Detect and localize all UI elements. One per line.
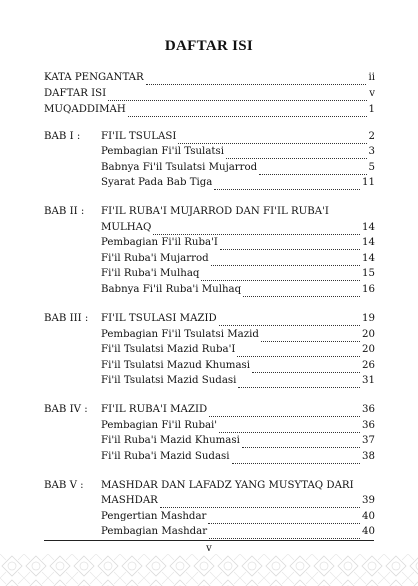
toc-entry-page: 19 — [362, 313, 375, 324]
toc-chapter-title[interactable] — [101, 403, 375, 417]
chapter-label: BAB III : — [44, 313, 89, 324]
toc-entry-page: 38 — [362, 451, 375, 462]
chapter-label: BAB V : — [44, 480, 84, 491]
toc-entry-kata-pengantar[interactable] — [44, 71, 375, 85]
toc-entry-text: Pembagian Fi'il Rubai' — [101, 420, 218, 431]
toc-entry-text: Pengertian Mashdar — [101, 511, 207, 522]
toc-entry-page: 36 — [362, 404, 375, 415]
toc-chapter-title[interactable] — [101, 312, 375, 326]
dot-leader — [242, 437, 360, 448]
toc-entry[interactable] — [101, 434, 375, 448]
dot-leader — [252, 362, 360, 373]
toc-entry-text: Pembagian Mashdar — [101, 526, 208, 537]
toc-entry-text: MUQADDIMAH — [44, 104, 126, 115]
page-number: v — [206, 543, 212, 554]
decorative-pattern — [0, 554, 418, 586]
toc-entry[interactable] — [101, 359, 375, 373]
toc-entry-page: 3 — [368, 146, 375, 157]
toc-entry-page: 31 — [362, 375, 375, 386]
toc-entry[interactable] — [101, 450, 375, 464]
toc-chapter-title[interactable] — [101, 130, 375, 144]
toc-entry-text: KATA PENGANTAR — [44, 72, 144, 83]
dot-leader — [128, 106, 367, 117]
toc-chapter-title[interactable] — [101, 221, 375, 235]
dot-leader — [237, 346, 360, 357]
toc-entry-text: Babnya Fi'il Tsulatsi Mujarrod — [101, 162, 258, 173]
toc-entry-page: 14 — [362, 222, 375, 233]
toc-entry[interactable] — [101, 267, 375, 281]
toc-chapter-title-line1: FI'IL RUBA'I MUJARROD DAN FI'IL RUBA'I — [101, 206, 329, 217]
toc-entry-page: 11 — [362, 177, 375, 188]
toc-entry-page: 15 — [362, 268, 375, 279]
toc-entry-page: 5 — [368, 162, 375, 173]
toc-entry-daftar-isi[interactable] — [44, 87, 375, 101]
toc-entry-text: MULHAQ — [101, 222, 152, 233]
dot-leader — [226, 148, 367, 159]
footer-rule — [44, 540, 374, 541]
toc-entry-page: 20 — [362, 329, 375, 340]
toc-entry-page: 40 — [362, 526, 375, 537]
toc-entry[interactable] — [101, 343, 375, 357]
toc-entry-text: Fi'il Tsulatsi Mazid Sudasi — [101, 375, 237, 386]
toc-entry-text: DAFTAR ISI — [44, 88, 107, 99]
toc-entry-page: 40 — [362, 511, 375, 522]
dot-leader — [232, 453, 361, 464]
dot-leader — [146, 74, 367, 85]
toc-entry-page: 14 — [362, 237, 375, 248]
dot-leader — [219, 422, 360, 433]
chapter-label: BAB IV : — [44, 404, 88, 415]
toc-entry[interactable] — [101, 419, 375, 433]
toc-entry[interactable] — [101, 176, 375, 190]
toc-entry-page: 39 — [362, 495, 375, 506]
toc-entry[interactable] — [101, 161, 375, 175]
toc-entry-text: Fi'il Ruba'i Mujarrod — [101, 253, 209, 264]
toc-entry-text: Fi'il Ruba'i Mazid Khumasi — [101, 435, 240, 446]
toc-entry-page: 36 — [362, 420, 375, 431]
chapter-label: BAB I : — [44, 131, 81, 142]
chapter-label: BAB II : — [44, 206, 85, 217]
toc-entry-muqaddimah[interactable] — [44, 103, 375, 117]
toc-entry[interactable] — [101, 252, 375, 266]
toc-entry-text: Pembagian Fi'il Tsulatsi Mazid — [101, 329, 259, 340]
toc-entry-text: Fi'il Tsulatsi Mazud Khumasi — [101, 360, 251, 371]
toc-entry-text: Syarat Pada Bab Tiga — [101, 177, 213, 188]
toc-entry[interactable] — [101, 374, 375, 388]
toc-entry-page: 26 — [362, 360, 375, 371]
toc-chapter-title-line1: MASHDAR DAN LAFADZ YANG MUSYTAQ DARI — [101, 480, 354, 491]
toc-entry-page: 14 — [362, 253, 375, 264]
dot-leader — [220, 239, 360, 250]
toc-entry-text: MASHDAR — [101, 495, 158, 506]
toc-entry-text: Pembagian Fi'il Ruba'I — [101, 237, 218, 248]
dot-leader — [160, 497, 360, 508]
toc-entry-text: Pembagian Fi'il Tsulatsi — [101, 146, 224, 157]
toc-entry-page: 20 — [362, 344, 375, 355]
dot-leader — [238, 377, 360, 388]
dot-leader — [214, 179, 360, 190]
toc-entry[interactable] — [101, 145, 375, 159]
toc-entry-text: Fi'il Tsulatsi Mazid Ruba'I — [101, 344, 236, 355]
dot-leader — [178, 133, 366, 144]
dot-leader — [211, 255, 360, 266]
toc-entry[interactable] — [101, 510, 375, 524]
dot-leader — [153, 224, 360, 235]
dot-leader — [261, 331, 360, 342]
toc-entry-text: FI'IL TSULASI — [101, 131, 177, 142]
toc-chapter-title[interactable] — [101, 494, 375, 508]
toc-entry-page: 16 — [362, 284, 375, 295]
toc-entry-page: v — [369, 88, 375, 99]
toc-entry-text: Fi'il Ruba'i Mazid Sudasi — [101, 451, 230, 462]
dot-leader — [201, 270, 360, 281]
dot-leader — [259, 164, 366, 175]
toc-entry-text: FI'IL RUBA'I MAZID — [101, 404, 208, 415]
toc-entry[interactable] — [101, 236, 375, 250]
dot-leader — [108, 90, 367, 101]
toc-entry-page: 37 — [362, 435, 375, 446]
dot-leader — [209, 406, 360, 417]
toc-entry-page: ii — [368, 72, 375, 83]
toc-entry-text: Fi'il Ruba'i Mulhaq — [101, 268, 200, 279]
toc-entry-page: 1 — [368, 104, 375, 115]
dot-leader — [209, 528, 360, 539]
dot-leader — [219, 315, 360, 326]
toc-entry[interactable] — [101, 328, 375, 342]
page-title: DAFTAR ISI — [164, 38, 254, 54]
dot-leader — [243, 286, 360, 297]
toc-entry[interactable] — [101, 525, 375, 539]
toc-entry-text: FI'IL TSULASI MAZID — [101, 313, 217, 324]
toc-entry[interactable] — [101, 283, 375, 297]
toc-entry-page: 2 — [368, 131, 375, 142]
toc-entry-text: Babnya Fi'il Ruba'i Mulhaq — [101, 284, 242, 295]
dot-leader — [208, 513, 360, 524]
